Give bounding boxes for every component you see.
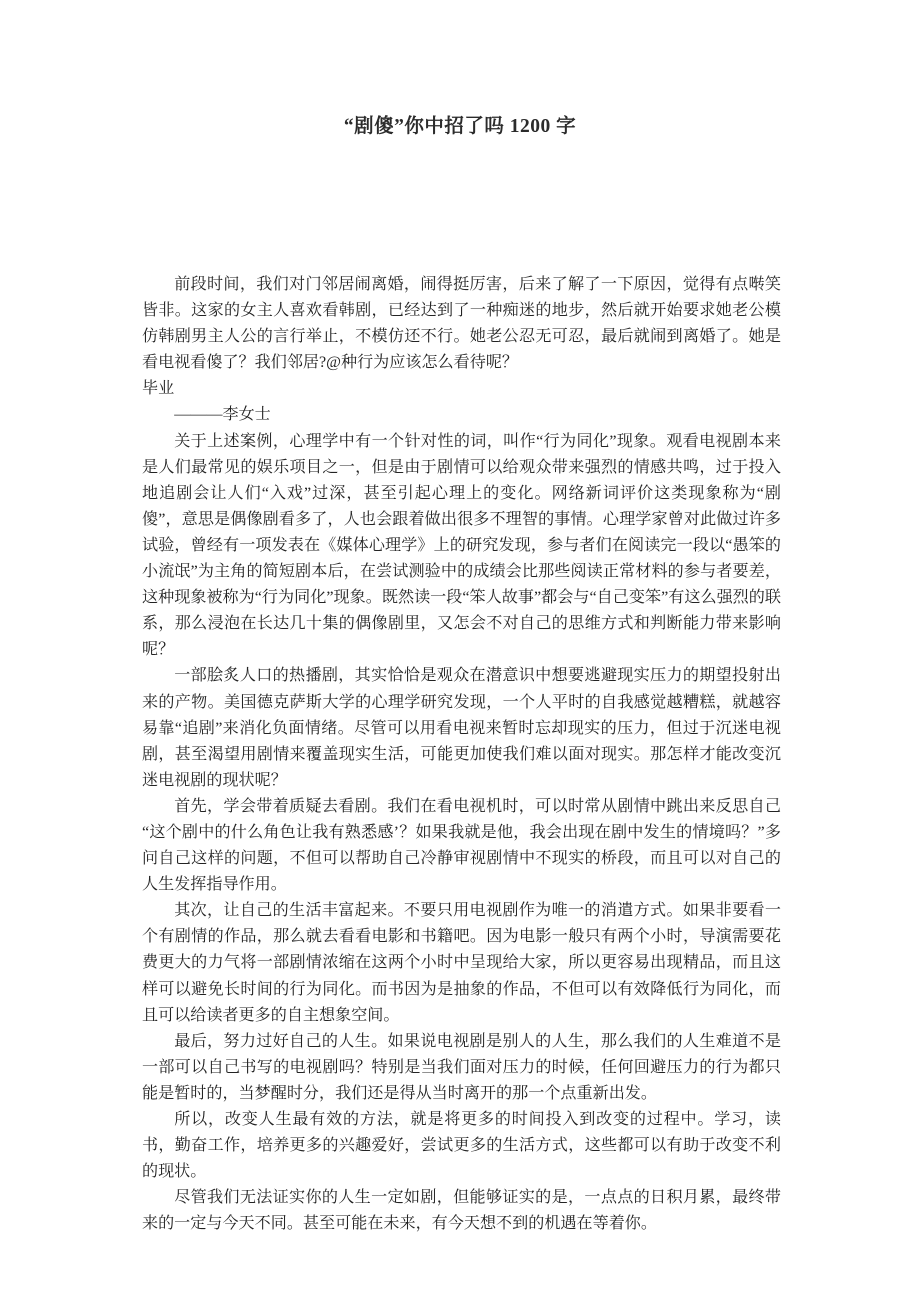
paragraph-behavior-assimilation: 关于上述案例，心理学中有一个针对性的词，叫作“行为同化”现象。观看电视剧本来是人们最常见的娱乐项目之一，但是由于剧情可以给观众带来强烈的情感共鸣，过于投入地追剧会让人们“入戏”过深，甚至引起心理上的变化。网络新词评价这类现象称为“剧傻”，意思是偶像剧看多了，人也会跟着做出很多不理智的事情。心理学家曾对此做过许多试验，曾经有一项发表在《媒体心理学》上的研究发现，参与者们在阅读完一段以“愚笨的小流氓”为主角的简短剧本后，在尝试测验中的成绩会比那些阅读正常材料的参与者要差，这种现象被称为“行为同化”现象。既然读一段“笨人故事”都会与“自己变笨”有这么强烈的联系，那么浸泡在长达几十集的偶像剧里，又怎会不对自己的思维方式和判断能力带来影响呢？: [142, 432, 781, 659]
paragraph-intro-case: 前段时间，我们对门邻居闹离婚，闹得挺厉害，后来了解了一下原因，觉得有点啭笑皆非。这家的女主人喜欢看韩剧，已经达到了一种痴迷的地步，然后就开始要求她老公模仿韩剧男主人公的言行举止，不模仿还不行。她老公忍无可忍，最后就闹到离婚了。她是看电视看傻了？我们邻居?@种行为应该怎么看待呢？: [142, 276, 781, 372]
paragraph-closing: 尽管我们无法证实你的人生一定如剧，但能够证实的是，一点点的日积月累，最终带来的一定与今天不同。甚至可能在未来，有今天想不到的机遇在等着你。: [142, 1189, 781, 1233]
paragraph-first-question: 首先，学会带着质疑去看剧。我们在看电视机时，可以时常从剧情中跳出来反思自己“这个剧中的什么角色让我有熟悉感’？如果我就是他，我会出现在剧中发生的情境吗？”多问自己这样的问题，不但可以帮助自己冷静审视剧情中不现实的桥段，而且可以对自己的人生发挥指导作用。: [142, 797, 781, 894]
page-title: “剧傻”你中招了吗 1200 字: [343, 116, 577, 137]
paragraph-biye: 毕业: [142, 380, 175, 398]
paragraph-invest-time: 所以，改变人生最有效的方法，就是将更多的时间投入到改变的过程中。学习，读书，勤奋工作，培养更多的兴趣爱好，尝试更多的生活方式，这些都可以有助于改变不利的现状。: [142, 1111, 781, 1181]
paragraph-signature: ———李女士: [174, 406, 271, 424]
paragraph-third-live-own-life: 最后，努力过好自己的人生。如果说电视剧是别人的人生，那么我们的人生难道不是一部可以自己书写的电视剧吗？特别是当我们面对压力的时候，任何回避压力的行为都只能是暂时的，当梦醒时分，我们还是得从当时离开的那一个点重新出发。: [142, 1032, 781, 1102]
document-body: [142, 272, 781, 1237]
paragraph-escape-pressure: 一部脍炙人口的热播剧，其实恰恰是观众在潜意识中想要逃避现实压力的期望投射出来的产物。美国德克萨斯大学的心理学研究发现，一个人平时的自我感觉越糟糕，就越容易靠“追剧”来消化负面情绪。尽管可以用看电视来暂时忘却现实的压力，但过于沉迷电视剧，甚至渴望用剧情来覆盖现实生活，可能更加使我们难以面对现实。那怎样才能改变沉迷电视剧的现状呢？: [142, 667, 781, 789]
paragraph-second-enrich-life: 其次，让自己的生活丰富起来。不要只用电视剧作为唯一的消遣方式。如果非要看一个有剧情的作品，那么就去看看电影和书籍吧。因为电影一般只有两个小时，导演需要花费更大的力气将一部剧情浓缩在这两个小时中呈现给大家，所以更容易出现精品，而且这样可以避免长时间的行为同化。而书因为是抽象的作品，不但可以有效降低行为同化，而且可以给读者更多的自主想象空间。: [142, 902, 781, 1024]
